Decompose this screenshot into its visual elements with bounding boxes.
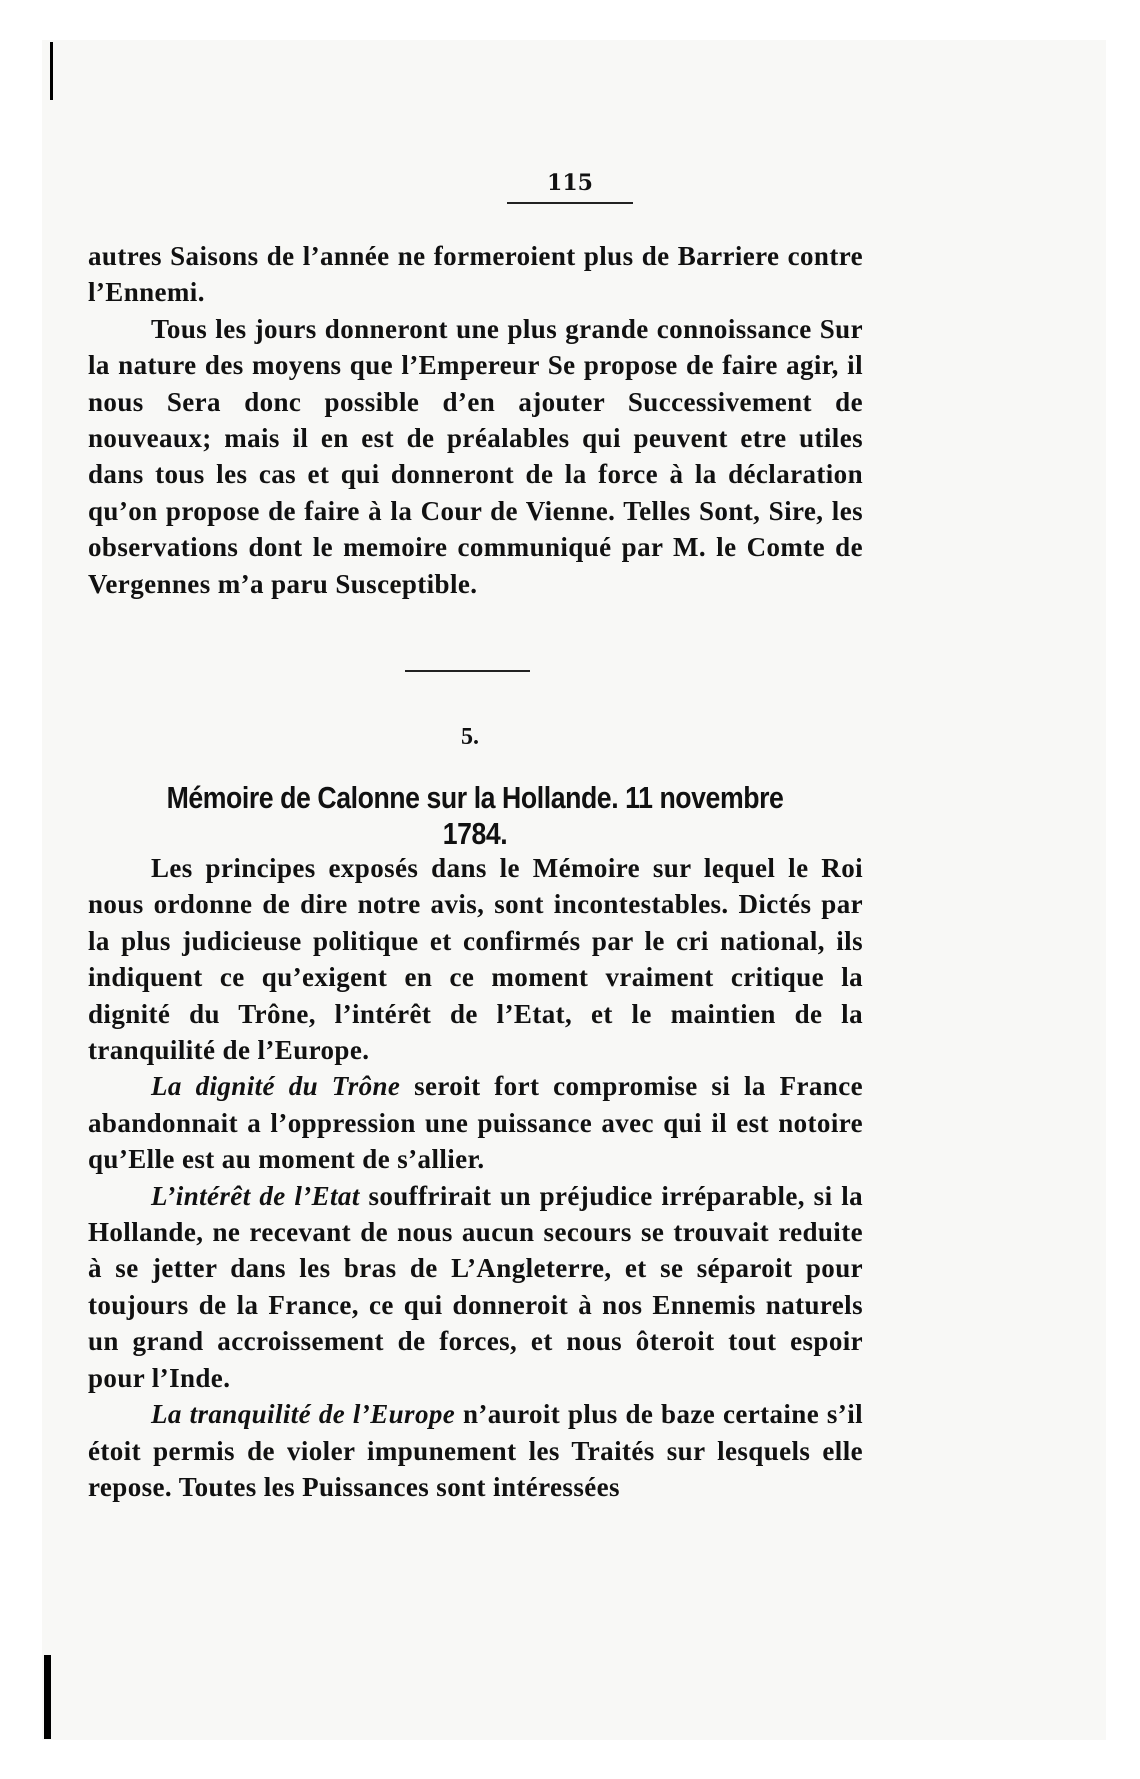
intro-paragraph-1: autres Saisons de l’année ne formeroient plus de Barriere contre l’Ennemi.	[88, 241, 863, 308]
section-number: 5.	[461, 724, 479, 750]
intro-text	[88, 238, 863, 602]
page-header	[0, 170, 1140, 204]
memoire-paragraph-3	[88, 1178, 863, 1396]
scan-edge-mark-bottom	[44, 1655, 51, 1739]
intro-paragraph-2: Tous les jours donneront une plus grande connoissance Sur la nature des moyens que l’Empereur Se propose de faire agir, il nous Sera donc possible d’en ajouter Successivement de nouveaux; mais il en est de préalables qui peuvent etre utiles dans tous les cas et qui donneront de la force à la déclaration qu’on propose de faire à la Cour de Vienne. Telles Sont, Sire, les observations dont le memoire communiqué par M. le Comte de Vergennes m’a paru Susceptible.	[88, 313, 863, 599]
memoire-paragraph-4	[88, 1396, 863, 1505]
scan-edge-mark-top	[50, 42, 53, 100]
memoire-paragraph-2	[88, 1068, 863, 1177]
memoire-text	[88, 850, 863, 1505]
memoire-paragraph-3-italic: L’intérêt de l’Etat	[151, 1180, 360, 1211]
memoire-paragraph-4-italic: La tranquilité de l’Europe	[151, 1399, 456, 1430]
memoire-paragraph-4-rest: n’auroit plus de baze certaine s’il étoit permis de violer impunement les Traités sur lesquels elle repose. Toutes les Puissances sont intéressées	[88, 1399, 863, 1502]
memoire-paragraph-2-italic: La dignité du Trône	[151, 1071, 401, 1102]
memoire-paragraph-1: Les principes exposés dans le Mémoire sur lequel le Roi nous ordonne de dire notre avis, sont incontestables. Dictés par la plus judicieuse politique et confirmés par le cri national, ils indiquent ce qu’exigent en ce moment vraiment critique la dignité du Trône, l’intérêt de l’Etat, et le maintien de la tranquilité de l’Europe.	[88, 853, 863, 1066]
section-title: Mémoire de Calonne sur la Hollande. 11 novembre 1784.	[166, 780, 784, 851]
memoire-paragraph-2-rest: seroit fort compromise si la France abandonnait a l’oppression une puissance avec qui il est notoire qu’Elle est au moment de s’allier.	[88, 1071, 863, 1175]
section-divider	[405, 670, 530, 672]
memoire-paragraph-3-rest: souffrirait un préjudice irréparable, si la Hollande, ne recevant de nous aucun secours se trouvait reduite à se jetter dans les bras de L’Angleterre, et se séparoit pour toujours de la France, ce qui donneroit à nos Ennemis naturels un grand accroissement de forces, et nous ôteroit tout espoir pour l’Inde.	[88, 1180, 863, 1393]
page-number: 115	[507, 170, 633, 204]
